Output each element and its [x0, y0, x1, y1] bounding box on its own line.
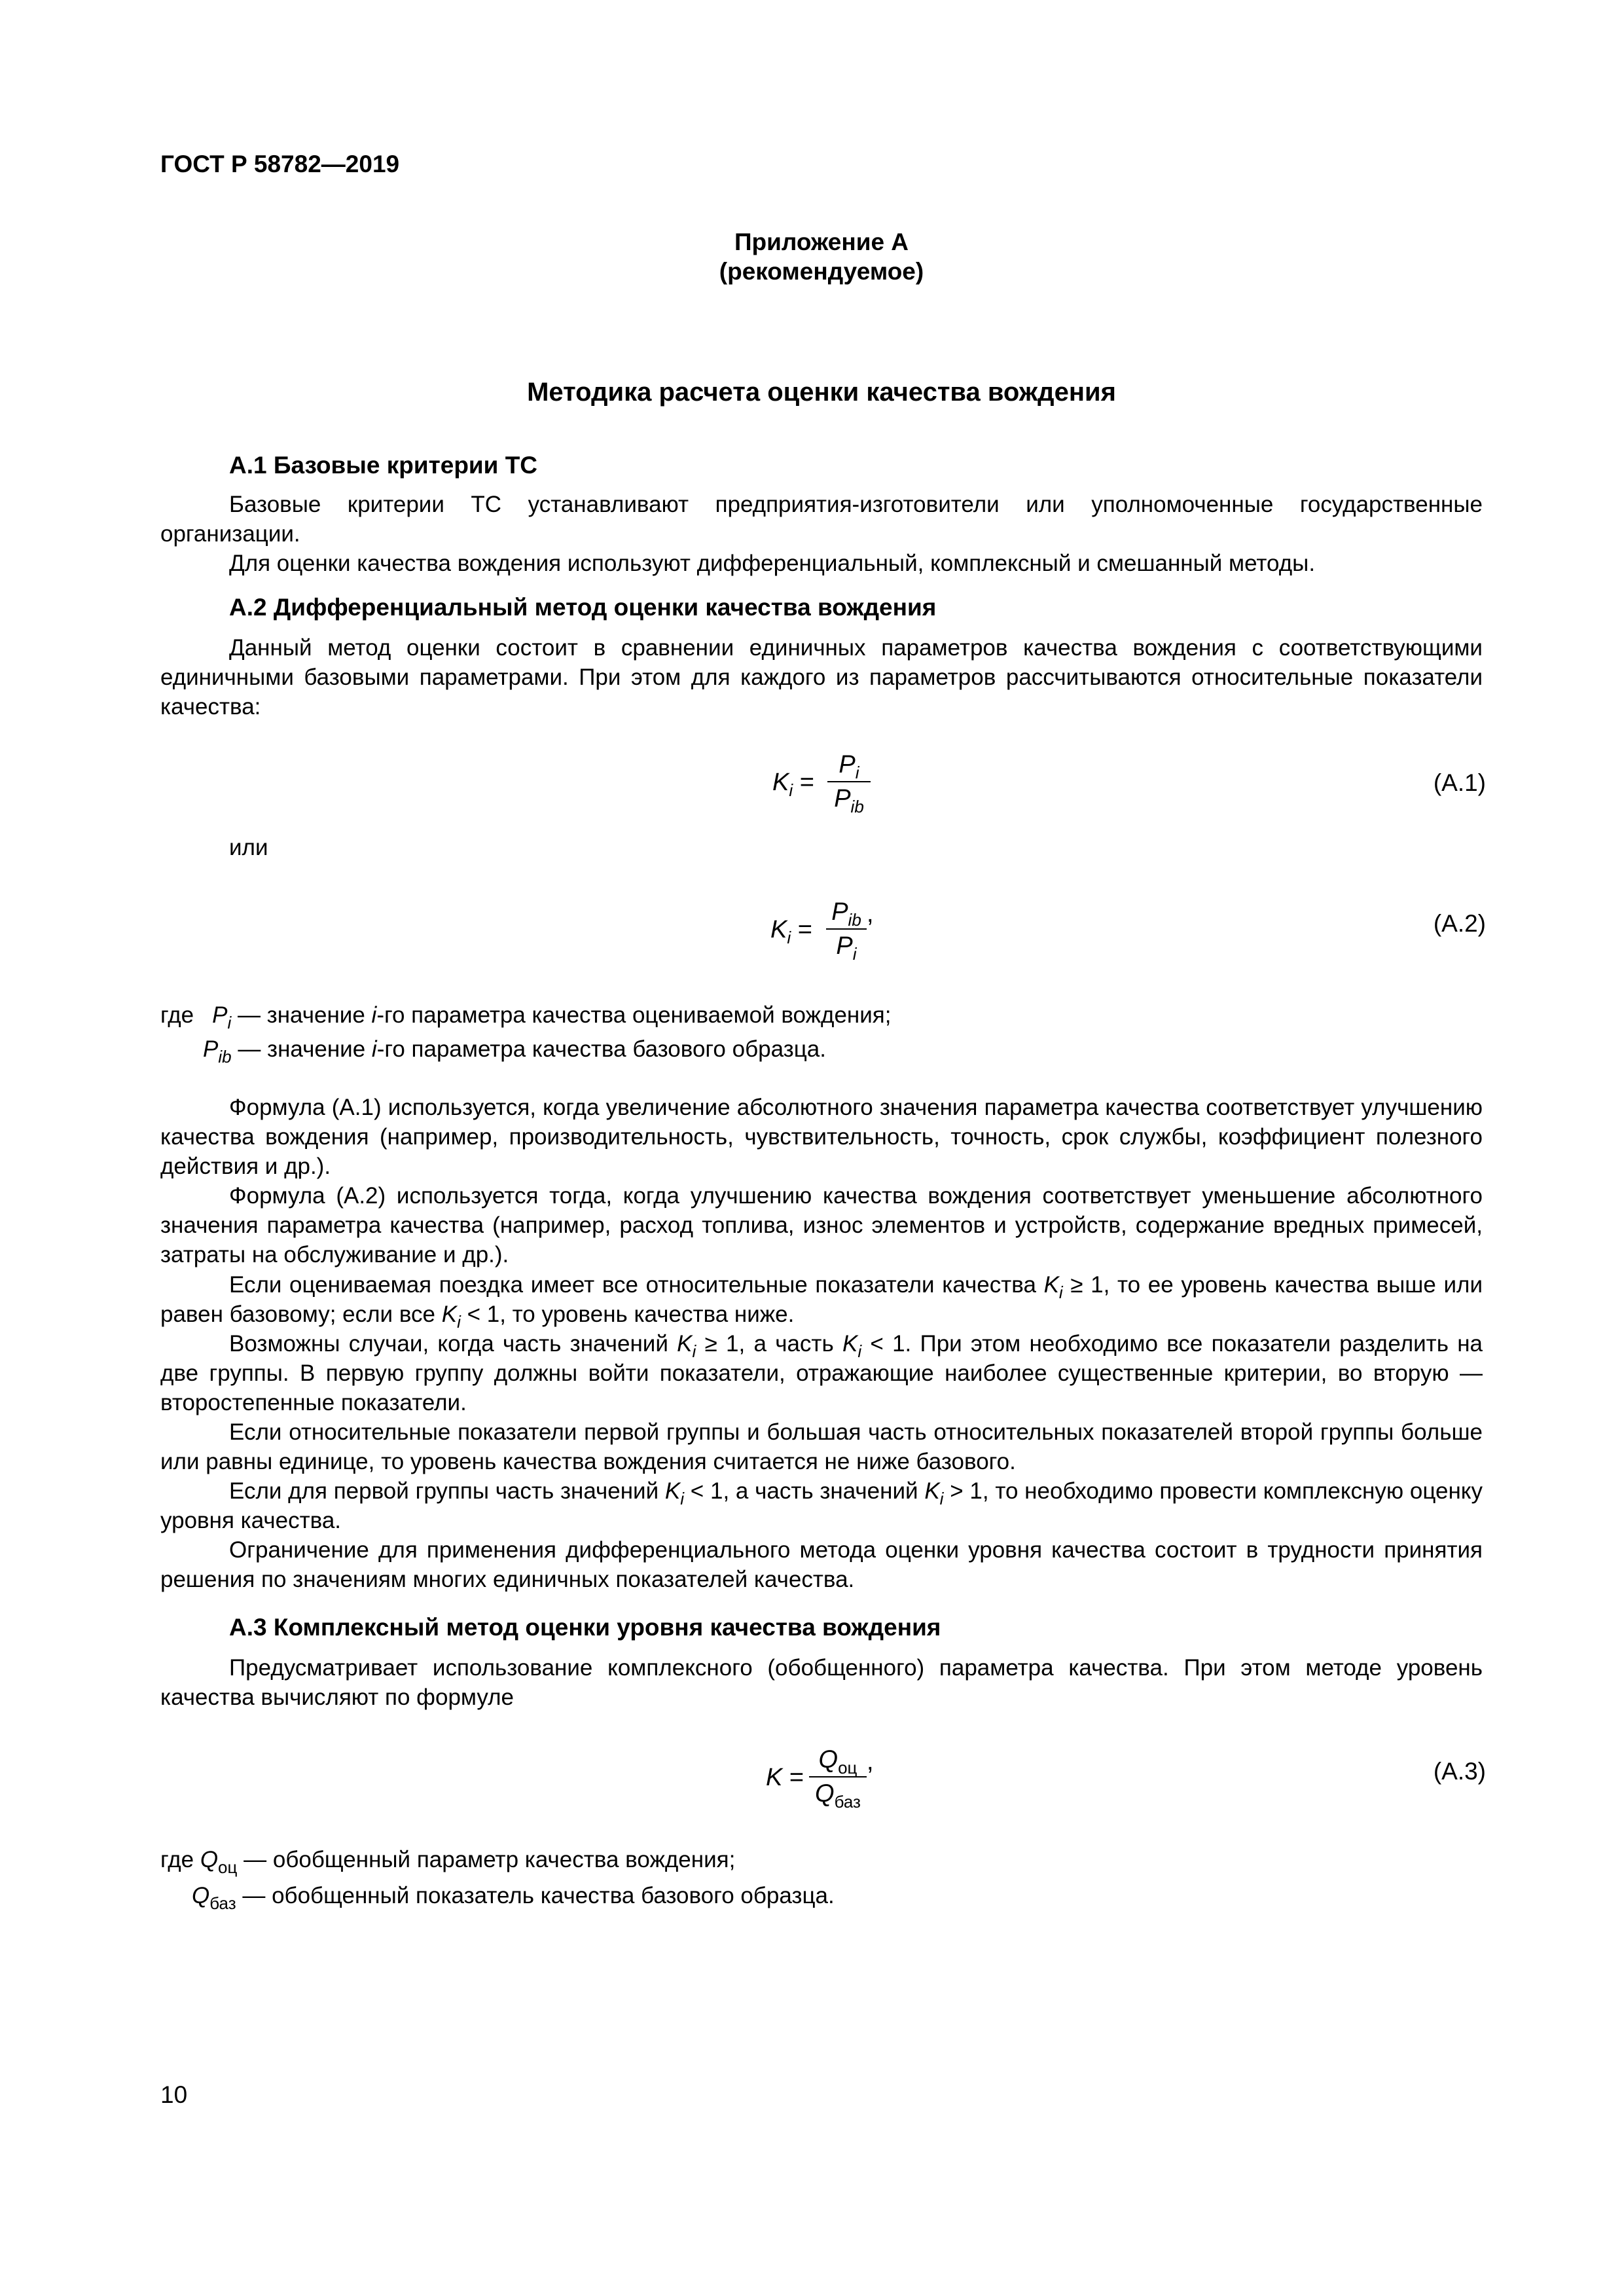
symbol-k: K	[664, 1478, 681, 1504]
section-a3-paragraph-1	[160, 1653, 1483, 1712]
italic-i: i	[371, 1036, 377, 1062]
paragraph-limitation	[160, 1535, 1483, 1594]
formula-a3	[766, 1745, 1486, 1823]
section-a1-paragraph-1-text: Базовые критерии ТС устанавливают предприятия-изготовители или уполномоченные государственные организации.	[160, 492, 1483, 547]
subscript-i: i	[787, 928, 791, 947]
paragraph-first-group-part1: Если для первой группы часть значений	[229, 1478, 665, 1504]
subscript-ib: ib	[850, 797, 864, 816]
italic-i: i	[371, 1002, 377, 1028]
symbol-p: P	[836, 932, 853, 960]
symbol-q: Q	[815, 1780, 835, 1808]
paragraph-mixed-ki-part2: ≥ 1, а часть	[696, 1331, 842, 1357]
where-item-qbaz	[192, 1881, 835, 1913]
where-item-qoc	[160, 1845, 736, 1877]
symbol-q: Q	[200, 1847, 219, 1872]
paragraph-mixed-ki-part3: < 1. При этом необходимо все показатели разделить на две группы. В первую группу должны войти показатели, отражающие наиболее существенные критерии, во вторую — второстепенные показатели.	[160, 1331, 1483, 1415]
symbol-k: K	[772, 769, 789, 796]
paragraph-all-ki-part2: ≥ 1, то ее уровень качества выше или равен базовому; если все	[160, 1272, 1483, 1327]
paragraph-all-ki-part3: < 1, то уровень качества ниже.	[460, 1302, 795, 1327]
paragraph-first-group	[160, 1476, 1483, 1535]
fraction-bar	[827, 781, 871, 782]
subscript-oc: оц	[838, 1758, 857, 1777]
where-item-qbaz-text: — обобщенный показатель качества базового образца.	[236, 1883, 835, 1908]
paragraph-groups-ge-one	[160, 1417, 1483, 1476]
subscript-i: i	[692, 1341, 696, 1361]
or-text: или	[229, 835, 268, 860]
paragraph-first-group-part2: < 1, а часть значений	[684, 1478, 925, 1504]
where-item-pi-text: -го параметра качества оцениваемой вождения;	[376, 1002, 892, 1028]
paragraph-mixed-ki	[160, 1329, 1483, 1417]
formula-a1-number: (А.1)	[1433, 769, 1486, 796]
section-a1-paragraph-1	[160, 490, 1483, 549]
formula-a3-fraction	[809, 1745, 867, 1812]
subscript-i: i	[227, 1013, 232, 1032]
symbol-k: K	[770, 916, 787, 943]
subscript-baz: баз	[209, 1893, 236, 1913]
where-item-pib	[203, 1034, 826, 1064]
formula-a2-usage-paragraph	[160, 1181, 1483, 1269]
where-item-pib-text: -го параметра качества базового образца.	[376, 1036, 826, 1062]
symbol-k: K	[842, 1331, 858, 1357]
formula-a2-fraction	[826, 897, 867, 964]
paragraph-limitation-text: Ограничение для применения дифференциального метода оценки уровня качества состоит в трудности принятия решения по значениям многих единичных показателей качества.	[160, 1537, 1483, 1592]
formula-a1-denominator	[827, 784, 871, 814]
symbol-k: K	[441, 1302, 458, 1327]
where-dash-text: — значение	[231, 1002, 372, 1028]
formula-a2-numerator	[826, 897, 867, 930]
symbol-q: Q	[192, 1883, 210, 1908]
formula-a3-lhs	[766, 1763, 804, 1793]
annex-title: Приложение А	[734, 228, 909, 255]
subscript-i: i	[1058, 1283, 1063, 1302]
formula-a1	[772, 750, 1486, 828]
formula-a2-number: (А.2)	[1433, 910, 1486, 937]
equals-sign: =	[782, 1764, 804, 1791]
section-a2-heading: А.2 Дифференциальный метод оценки качества вождения	[229, 594, 937, 621]
subscript-i: i	[852, 944, 857, 964]
main-title: Методика расчета оценки качества вождения	[527, 378, 1116, 407]
section-a2-paragraph-1-text: Данный метод оценки состоит в сравнении единичных параметров качества вождения с соответствующими единичными базовыми параметрами. При этом для каждого из параметров рассчитываются относительные показатели качества:	[160, 635, 1483, 720]
subscript-ib: ib	[218, 1047, 232, 1066]
section-a3-heading: А.3 Комплексный метод оценки уровня качества вождения	[229, 1614, 941, 1641]
formula-a3-number: (А.3)	[1433, 1758, 1486, 1785]
formula-a1-usage-text: Формула (А.1) используется, когда увеличение абсолютного значения параметра качества соответствует улучшению качества вождения (например, производительность, чувствительность, точность, срок службы, коэффициент полезного действия и др.).	[160, 1095, 1483, 1179]
symbol-k: K	[1043, 1272, 1059, 1298]
symbol-q: Q	[818, 1746, 839, 1774]
where-dash-text: — значение	[231, 1036, 372, 1062]
paragraph-groups-ge-one-text: Если относительные показатели первой группы и большая часть относительных показателей второй группы больше или равны единице, то уровень качества вождения считается не ниже базового.	[160, 1419, 1483, 1474]
paragraph-first-group-part3: > 1, то необходимо провести комплексную оценку уровня качества.	[160, 1478, 1483, 1533]
equals-sign: =	[793, 769, 814, 796]
formula-a1-fraction	[827, 750, 871, 814]
subscript-ib: ib	[848, 910, 861, 930]
subscript-i: i	[855, 763, 859, 782]
section-a3-paragraph-1-text: Предусматривает использование комплексного (обобщенного) параметра качества. При этом методе уровень качества вычисляют по формуле	[160, 1655, 1483, 1710]
paragraph-all-ki	[160, 1270, 1483, 1332]
section-a1-paragraph-2	[160, 549, 1483, 578]
subscript-oc: оц	[218, 1857, 238, 1877]
page-number: 10	[160, 2081, 188, 2108]
subscript-i: i	[857, 1341, 862, 1361]
document-id: ГОСТ Р 58782—2019	[160, 151, 400, 177]
formula-a3-denominator	[809, 1779, 867, 1812]
subscript-i: i	[680, 1489, 685, 1508]
subscript-baz: баз	[834, 1792, 861, 1812]
where-item-qoc-text: — обобщенный параметр качества вождения;	[237, 1847, 736, 1872]
subscript-i: i	[789, 780, 793, 800]
formula-a1-lhs	[772, 768, 814, 800]
formula-a1-usage-paragraph	[160, 1093, 1483, 1181]
symbol-k: K	[766, 1764, 783, 1791]
where-item-pi	[160, 1000, 891, 1030]
formula-a2-comma: ,	[867, 900, 874, 928]
where-label: где	[160, 1002, 194, 1028]
subscript-i: i	[939, 1489, 944, 1508]
formula-a3-numerator	[809, 1745, 867, 1775]
formula-a2-denominator	[826, 931, 867, 964]
formula-a3-comma: ,	[867, 1748, 874, 1776]
symbol-k: K	[924, 1478, 940, 1504]
equals-sign: =	[791, 916, 812, 943]
formula-a2	[770, 897, 1486, 975]
section-a1-paragraph-2-text: Для оценки качества вождения используют дифференциальный, комплексный и смешанный методы.	[229, 551, 1316, 576]
where-label: где	[160, 1847, 200, 1872]
section-a1-heading: А.1 Базовые критерии ТС	[229, 452, 538, 479]
symbol-p: P	[834, 785, 851, 812]
formula-a1-numerator	[827, 750, 871, 780]
subscript-i: i	[457, 1312, 461, 1332]
symbol-p: P	[212, 1002, 228, 1028]
symbol-p: P	[839, 751, 856, 778]
paragraph-mixed-ki-part1: Возможны случаи, когда часть значений	[229, 1331, 677, 1357]
symbol-p: P	[831, 898, 848, 926]
paragraph-all-ki-part1: Если оцениваемая поездка имеет все относительные показатели качества	[229, 1272, 1044, 1298]
annex-type: (рекомендуемое)	[719, 258, 924, 285]
section-a2-paragraph-1	[160, 633, 1483, 721]
formula-a2-lhs	[770, 915, 812, 945]
symbol-p: P	[203, 1036, 219, 1062]
symbol-k: K	[677, 1331, 693, 1357]
formula-a2-usage-text: Формула (А.2) используется тогда, когда улучшению качества вождения соответствует уменьшение абсолютного значения параметра качества (например, расход топлива, износ элементов и устройств, содержание вредных примесей, затраты на обслуживание и др.).	[160, 1183, 1483, 1267]
